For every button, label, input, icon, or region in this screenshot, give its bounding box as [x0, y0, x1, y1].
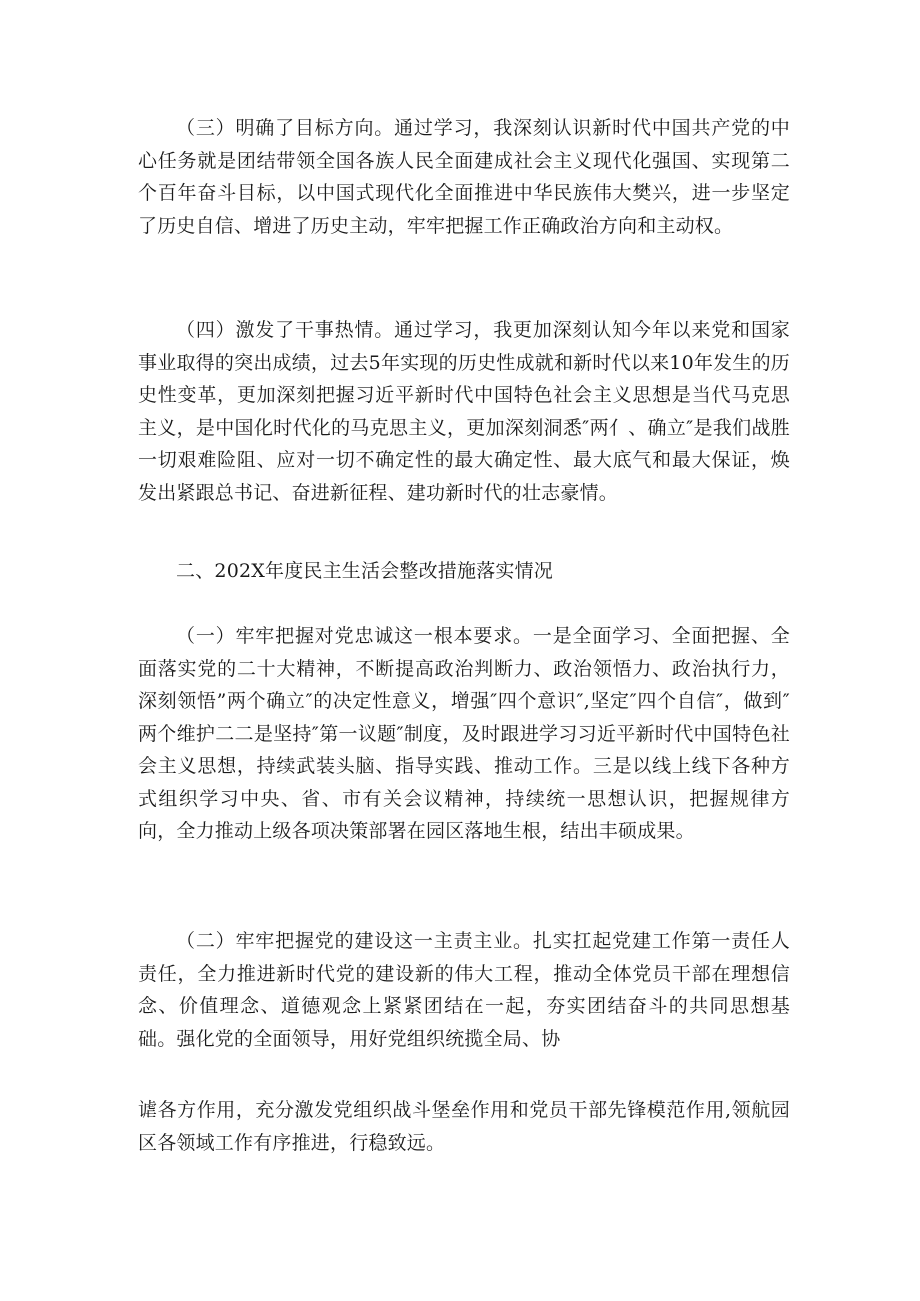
section-heading-rectification: 二、202X年度民主生活会整改措施落实情况 — [176, 560, 553, 582]
paragraph-party-building: （二）牢牢把握党的建设这一主责主业。扎实扛起党建工作第一责任人责任，全力推进新时代党的建设新的伟大工程，推动全体党员干部在理想信念、价值理念、道德观念上紧紧团结在一起，夯实团结奋斗的共同思想基础。强化党的全面领导，用好党组织统揽全局、协 — [138, 930, 790, 1050]
paragraph-loyalty-requirement: （一）牢牢把握对党忠诚这一根本要求。一是全面学习、全面把握、全面落实党的二十大精神，不断提高政治判断力、政治领悟力、政治执行力，深刻领悟”两个确立″的决定性意义，增强″四个意识″,坚定″四个自信″，做到″两个维护二二是坚持″第一议题″制度，及时跟进学习习近平新时代中国特色社会主义思想，持续武装头脑、指导实践、推动工作。三是以线上线下各种方式组织学习中央、省、市有关会议精神，持续统一思想认识，把握规律方向，全力推动上级各项决策部署在园区落地生根，结出丰硕成果。 — [138, 625, 790, 842]
paragraph-work-enthusiasm: （四）激发了干事热情。通过学习，我更加深刻认知今年以来党和国家事业取得的突出成绩，过去5年实现的历史性成就和新时代以来10年发生的历史性变革，更加深刻把握习近平新时代中国特色社会主义思想是当代马克思主义，是中国化时代化的马克思主义，更加深刻洞悉″两亻、确立″是我们战胜一切艰难险阻、应对一切不确定性的最大确定性、最大底气和最大保证，焕发出紧跟总书记、奋进新征程、建功新时代的壮志豪情。 — [138, 319, 790, 504]
paragraph-goal-direction: （三）明确了目标方向。通过学习，我深刻认识新时代中国共产党的中心任务就是团结带领全国各族人民全面建成社会主义现代化强国、实现第二个百年奋斗目标，以中国式现代化全面推进中华民族伟大樊兴，进一步坚定了历史自信、增进了历史主动，牢牢把握工作正确政治方向和主动权。 — [138, 117, 790, 237]
paragraph-continuation: 谑各方作用，充分激发党组织战斗堡垒作用和党员干部先锋模范作用,领航园区各领域工作有序推进，行稳致远。 — [138, 1099, 790, 1154]
